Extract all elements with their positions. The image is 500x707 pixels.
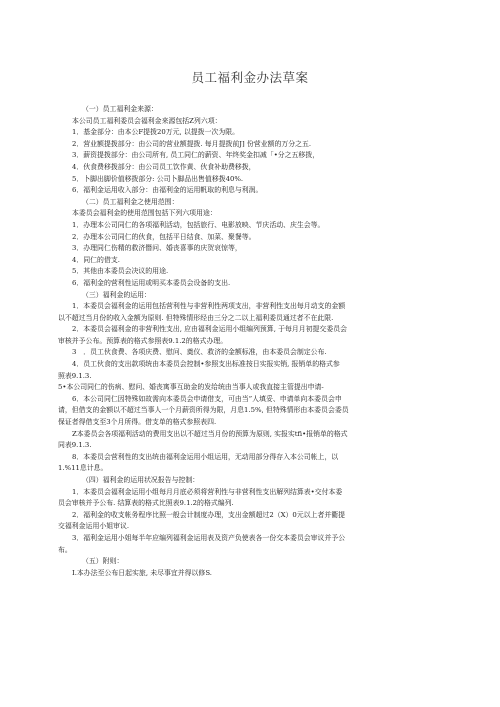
text-line: 3 ．员工伙食费、各项庆费、慰问、奠仪、救济的金额标准，由本委员会制定公布. [72,348,327,357]
text-line: Z本委员会各项福利活动的费用支出以不超过当月份的预算为原则, 实报实tfi•报销单的格式 [72,429,348,438]
text-line: （三）福利金的运用： [82,290,151,299]
text-line: 本公司员工福利委员会福利金来源包括Z列六项： [72,116,222,125]
text-line: 2．本委员会福利金的非营利性支出, 应由福利金运用小组编列预算, 于每月月初提交委员会 [72,325,347,334]
text-line: 本委员会福利金的使用范围包括下列六项用途： [72,209,217,218]
text-line: 5．其他由本委员会决议的用途. [72,267,169,276]
text-line: 员会审核并予公布. 结算表的格式比照表9.1.2的格式编列. [58,499,234,508]
text-line: （四）福利金的运用状况报告与控制： [82,476,200,484]
text-line: 以不超过当月份的收入金额为原则. 但特殊情形经由三分之二以上福利委员通过者不在此限. [58,313,334,322]
document-body [58,104,442,579]
text-line: 1．本委员会福利金的运用包括营利性与非营利性两项支出，非营利性支出每月动支的金额 [72,302,346,311]
text-line: 2．福利金的收支帐务程序比照一般会计制度办理，支出金额超过2（X）0元以上者并衢提 [72,510,346,519]
text-line: 6．福利金运用收入部分：由福利金的运用帆取的利息与利润。 [72,186,263,195]
text-line: 6．本公司同仁因特殊如故需向本委员会申请借支，可由当”人填妥、申请单向本委员会申 [72,394,342,403]
text-line: 6．福利金的营利性运用或明买本委员会设备的支出. [72,278,231,287]
text-line: （二）员工福利金之使用范围： [82,197,179,206]
text-line: 同表9.1.3. [58,441,92,450]
text-line: 3．福利金运用小姐每半年应编列福利金运用表及资产负使表各一份交本委员会审议并予公 [72,533,346,542]
text-line: 4．伙食费移拨部分：由公司员工饮作黄、伙食补助费移拨， [72,162,256,171]
text-line: （五）附则： [82,557,124,566]
text-line: 保证者得借支至3个月所得。借支单的格式参照表四. [58,418,217,427]
text-line: 审核并予公布。预算表的格式参照表9.1.2的格式办理。 [58,336,228,345]
text-line: 1.%11息计息。 [58,464,108,473]
text-line: 3．办理同仁伤精的救济僭问、婚丧喜事的庆贺哀惊等， [72,244,242,253]
text-line: （一）员工福利金来源： [82,105,158,113]
text-line: 1．办理本公司同仁的各项福利活动，包括旅行、电影放映、节庆活动、庆生会等。 [72,220,325,229]
text-line: 8．本委员会营利性的支出统由福利金运用小组运用，无动用部分得存入本公司帐上，以 [72,452,339,461]
text-line: 4．员工伙食的支出款项统由本委员会控制•参照支出标准按日实报实销, 报销单的格式参 [72,360,340,369]
text-line: 3．薪资提拨部分：由公司所有, 员工同仁的薪资、年终奖金扣减「•分之五移拨， [72,151,320,160]
text-line: 1．基金部分：由本公F提拨20万元, 以提拨一次为限。 [72,128,240,137]
text-line: 5•本公司同仁的伤病、慰问、婚丧寓事互助金的发给统由当事人或我直接主管提出申请- [58,383,324,392]
text-line: 4．同仁的借支. [72,255,120,264]
text-line: I.本办法至公布日起实旅, 未尽事宜并得以修S. [72,568,212,577]
text-line: 2．营业额提拨部分：由公司的营业额提拨. 每月提拨前J] 份营业额的万分之五. [72,139,312,148]
text-line: 请，但借支的金额以不超过当事人一个月薪资所得为限，月息1.5%, 但特殊情形由本委员会委员 [58,406,349,415]
text-line: 5．卜脚出脚价值移拨部分: 公司卜脚品出售值移拨40%. [72,174,244,183]
text-line: 1．本委员会福利金运用小组每月月底必须将营利性与非营利性支出解列结算表•交付本委 [72,487,343,496]
text-line: 照表9.1.3. [58,371,92,380]
text-line: 2．办理本公司同仁的伙食，包括平日结食、加菜、聚餐等。 [72,232,256,241]
text-line: 布。 [58,545,72,554]
document-title: 员工福利金办法草案 [191,70,309,85]
text-line: 交福利金运用小姐审议. [58,522,130,531]
